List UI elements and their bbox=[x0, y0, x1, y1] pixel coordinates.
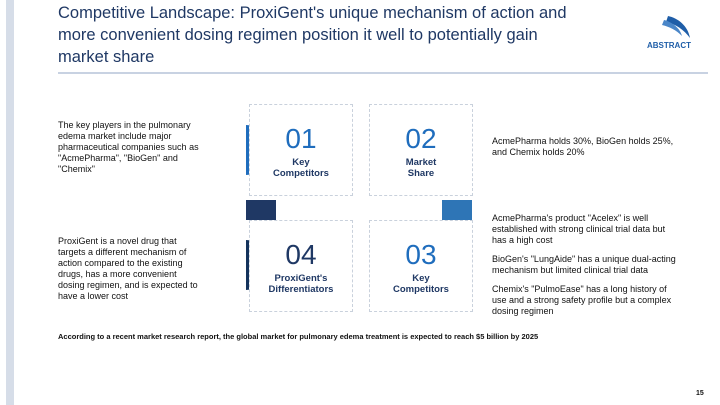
text-line: has a high cost bbox=[492, 235, 553, 245]
connector-left bbox=[246, 200, 276, 220]
text-line: edema market include major bbox=[58, 131, 172, 141]
competitor-products-text bbox=[492, 213, 707, 317]
text-line: drugs, has a more convenient bbox=[58, 269, 177, 279]
text-line: dosing regimen bbox=[492, 306, 554, 316]
slide-title bbox=[58, 2, 618, 68]
card-key-competitors bbox=[249, 104, 353, 196]
card-number: 03 bbox=[405, 239, 437, 270]
text-line: targets a different mechanism of bbox=[58, 247, 187, 257]
card-number: 02 bbox=[405, 123, 437, 154]
card-label-line: Key bbox=[412, 273, 430, 284]
text-line: "AcmePharma", "BioGen" and bbox=[58, 153, 178, 163]
footer-note: According to a recent market research report, the global market for pulmonary edema treatment is expected to reach $5 billion by 2025 bbox=[58, 332, 539, 341]
card-proxigent-differentiators bbox=[249, 220, 353, 312]
market-share-text bbox=[492, 136, 707, 158]
paragraph-spacer bbox=[492, 246, 707, 254]
card-label bbox=[250, 157, 352, 179]
text-line: pharmaceutical companies such as bbox=[58, 142, 199, 152]
title-line-2: more convenient dosing regimen position it well to potentially gain bbox=[58, 26, 538, 44]
card-label-line: Key bbox=[292, 157, 310, 168]
text-line: mechanism but limited clinical trial data bbox=[492, 265, 649, 275]
text-line: AcmePharma holds 30%, BioGen holds 25%, bbox=[492, 136, 674, 146]
card-market-share bbox=[369, 104, 473, 196]
text-line: dosing regimen, and is expected to bbox=[58, 280, 198, 290]
text-line: have a lower cost bbox=[58, 291, 129, 301]
page-number: 15 bbox=[696, 390, 704, 397]
title-line-3: market share bbox=[58, 48, 155, 66]
card-label-line: Competitors bbox=[393, 284, 449, 295]
text-line: established with strong clinical trial data but bbox=[492, 224, 666, 234]
text-line: Chemix's "PulmoEase" has a long history of bbox=[492, 284, 667, 294]
key-players-text bbox=[58, 120, 233, 175]
text-line: BioGen's "LungAide" has a unique dual-acting bbox=[492, 254, 676, 264]
left-accent-bar bbox=[6, 0, 14, 405]
text-line: and Chemix holds 20% bbox=[492, 147, 585, 157]
text-line: use and a strong safety profile but a complex bbox=[492, 295, 672, 305]
title-line-1: Competitive Landscape: ProxiGent's unique mechanism of action and bbox=[58, 4, 567, 22]
card-number: 04 bbox=[285, 239, 317, 270]
card-label-line: Share bbox=[407, 168, 435, 179]
connector-right bbox=[442, 200, 472, 220]
proxigent-summary-text bbox=[58, 236, 233, 302]
text-line: "Chemix" bbox=[58, 164, 95, 174]
card-label-line: Market bbox=[405, 157, 437, 168]
card-label-line: ProxiGent's bbox=[274, 273, 328, 284]
logo-text: ABSTRACT bbox=[647, 41, 691, 50]
card-label bbox=[370, 157, 472, 179]
logo-swoosh-icon bbox=[638, 12, 700, 56]
card-number: 01 bbox=[285, 123, 317, 154]
paragraph-spacer bbox=[492, 276, 707, 284]
text-line: action compared to the existing bbox=[58, 258, 183, 268]
text-line: AcmePharma's product "Acelex" is well bbox=[492, 213, 649, 223]
title-divider bbox=[58, 72, 708, 74]
card-label bbox=[370, 273, 472, 295]
text-line: The key players in the pulmonary bbox=[58, 120, 191, 130]
abstract-logo bbox=[638, 12, 700, 56]
card-label-line: Differentiators bbox=[268, 284, 334, 295]
card-label-line: Competitors bbox=[273, 168, 329, 179]
card-key-competitors-2 bbox=[369, 220, 473, 312]
text-line: ProxiGent is a novel drug that bbox=[58, 236, 177, 246]
card-label bbox=[250, 273, 352, 295]
